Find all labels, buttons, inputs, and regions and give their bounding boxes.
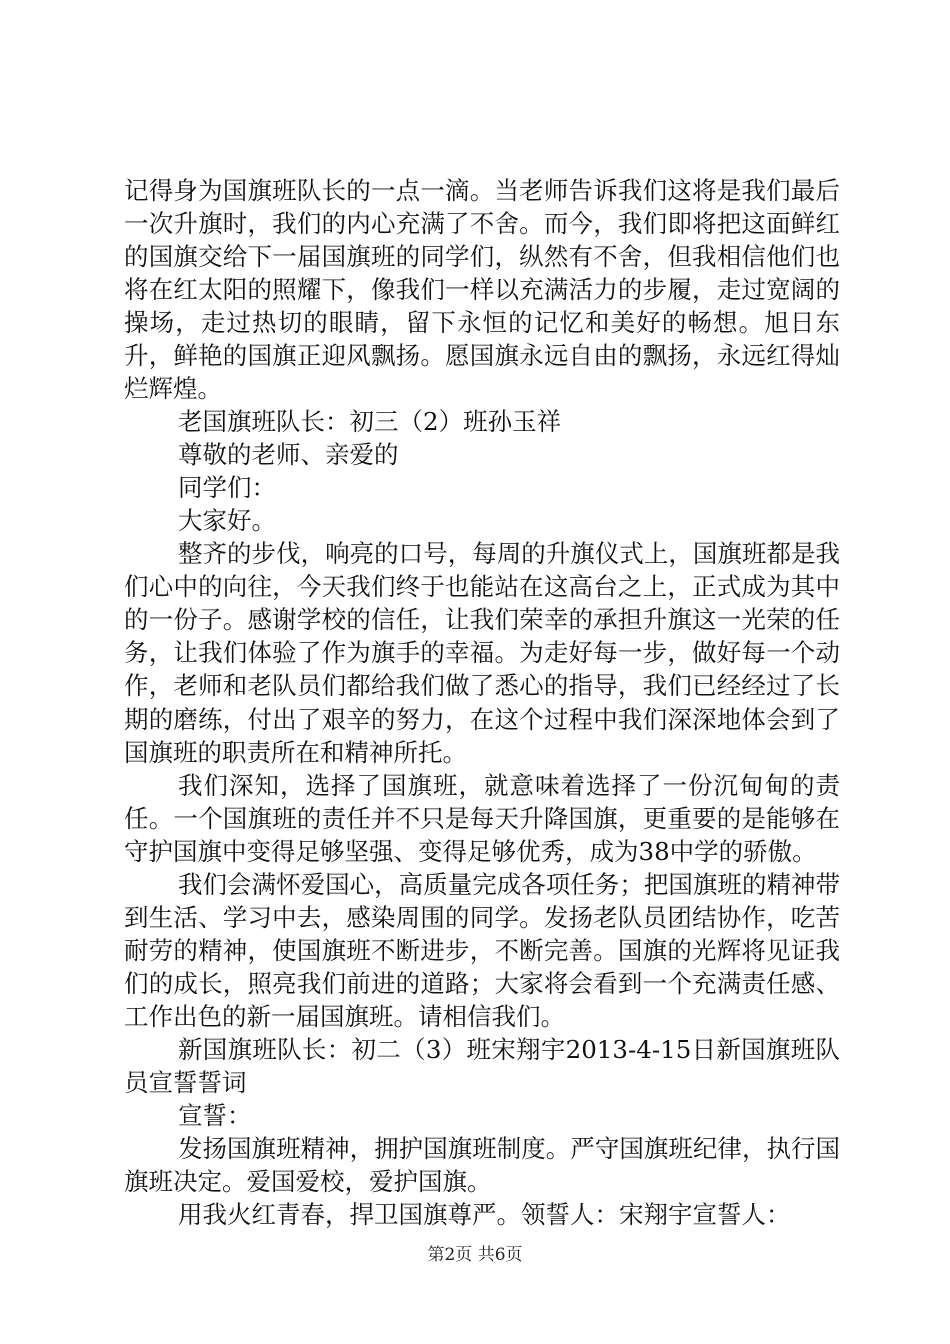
signature-new-captain: 新国旗班队长：初二（3）班宋翔宇2013-4-15日新国旗班队员宣誓誓词: [124, 1034, 840, 1097]
oath-heading: 宣誓：: [178, 1100, 252, 1130]
document-body: [124, 174, 840, 1231]
page-number-footer: 第2页 共6页: [427, 1245, 523, 1265]
oath-text-1: 发扬国旗班精神，拥护国旗班制度。严守国旗班纪律，执行国旗班决定。爱国爱校，爱护国旗。: [124, 1133, 840, 1196]
oath-text-2: 用我火红青春，捍卫国旗尊严。领誓人：宋翔宇宣誓人：: [178, 1199, 791, 1229]
paragraph-responsibility: 我们深知，选择了国旗班，就意味着选择了一份沉甸甸的责任。一个国旗班的责任并不只是每天升降国旗，更重要的是能够在守护国旗中变得足够坚强、变得足够优秀，成为38中学的骄傲。: [124, 770, 840, 866]
signature-old-captain: 老国旗班队长：初三（2）班孙玉祥: [178, 407, 562, 437]
paragraph-new-members: 整齐的步伐，响亮的口号，每周的升旗仪式上，国旗班都是我们心中的向往，今天我们终于也能站在这高台之上，正式成为其中的一份子。感谢学校的信任，让我们荣幸的承担升旗这一光荣的任务，让我们体验了作为旗手的幸福。为走好每一步，做好每一个动作，老师和老队员们都给我们做了悉心的指导，我们已经经过了长期的磨练，付出了艰辛的努力，在这个过程中我们深深地体会到了国旗班的职责所在和精神所托。: [124, 539, 840, 767]
salutation-students: 同学们：: [178, 473, 276, 503]
greeting: 大家好。: [178, 506, 276, 536]
paragraph-closing-memories: 记得身为国旗班队长的一点一滴。当老师告诉我们这将是我们最后一次升旗时，我们的内心充满了不舍。而今，我们即将把这面鲜红的国旗交给下一届国旗班的同学们，纵然有不舍，但我相信他们也将在红太阳的照耀下，像我们一样以充满活力的步履，走过宽阔的操场，走过热切的眼睛，留下永恒的记忆和美好的畅想。旭日东升，鲜艳的国旗正迎风飘扬。愿国旗永远自由的飘扬，永远红得灿烂辉煌。: [124, 176, 840, 404]
salutation-teachers: 尊敬的老师、亲爱的: [178, 440, 399, 470]
paragraph-commitment: 我们会满怀爱国心，高质量完成各项任务；把国旗班的精神带到生活、学习中去，感染周围的同学。发扬老队员团结协作，吃苦耐劳的精神，使国旗班不断进步，不断完善。国旗的光辉将见证我们的成长，照亮我们前进的道路；大家将会看到一个充满责任感、工作出色的新一届国旗班。请相信我们。: [124, 869, 840, 1031]
